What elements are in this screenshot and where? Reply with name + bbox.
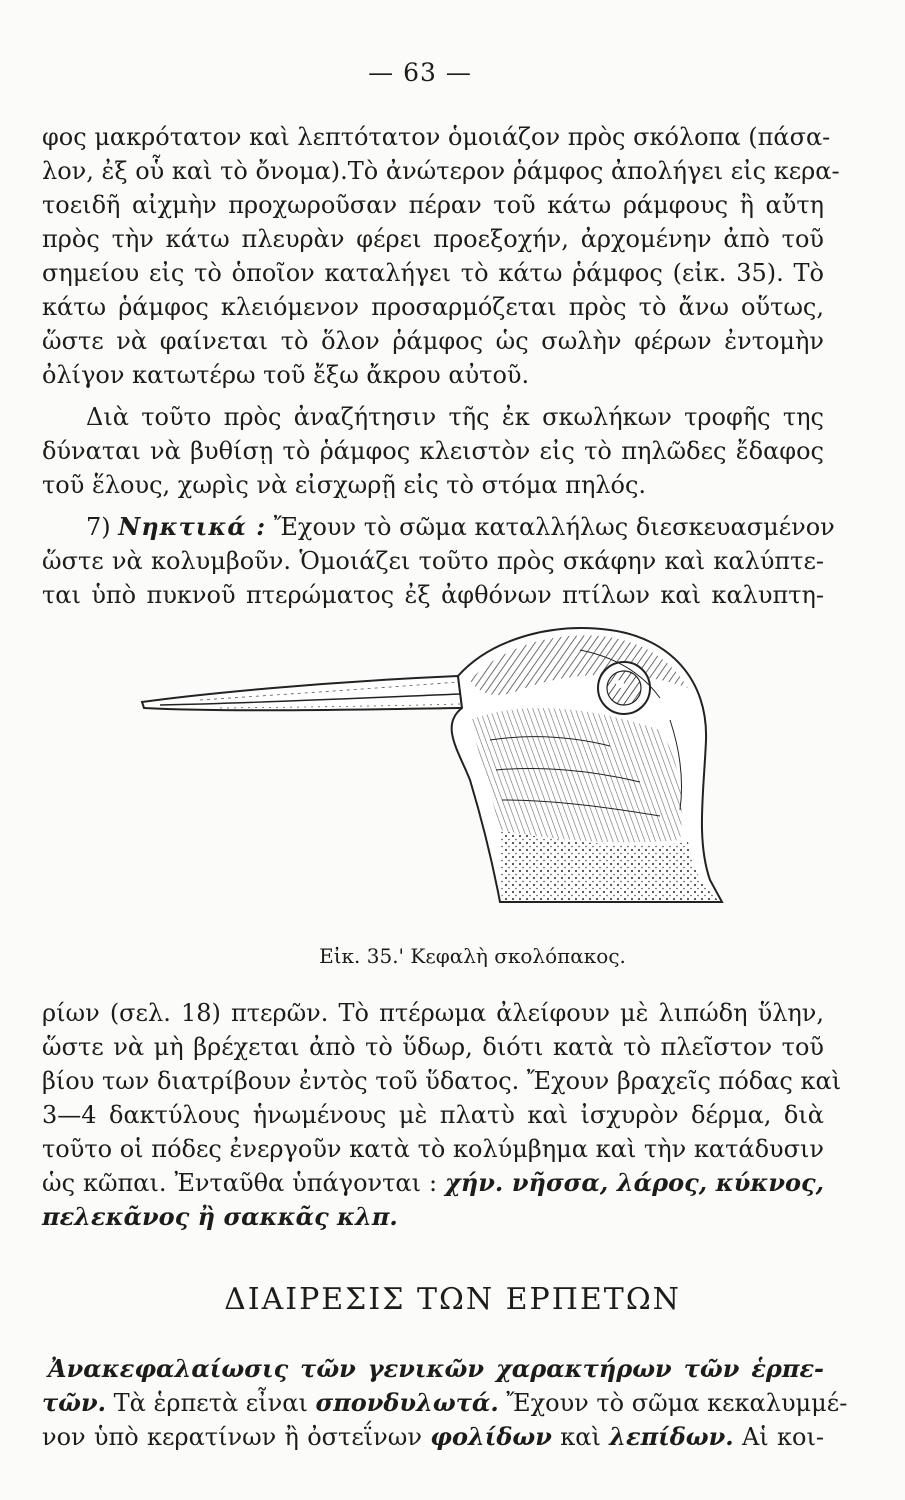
text-line: ται ὑπὸ πυκνοῦ πτερώματος ἐξ ἀφθόνων πτίλων καὶ καλυπτη- xyxy=(42,581,824,609)
text-line: δύναται νὰ βυθίσῃ τὸ ῥάμφος κλειστὸν εἰς τὸ πηλῶδες ἔδαφος xyxy=(42,437,824,465)
text-line: τοειδῆ αἰχμὴν προχωροῦσαν πέραν τοῦ κάτω ράμφους ἢ αὔτη xyxy=(42,191,824,219)
summary-text: νον ὑπὸ κερατίνων ἢ ὀστεΐνων xyxy=(42,1423,422,1451)
text-line: ὥστε νὰ κολυμβοῦν. Ὁμοιάζει τοῦτο πρὸς σκάφην καὶ καλύπτε- xyxy=(42,547,824,575)
text-line: ρίων (σελ. 18) πτερῶν. Τὸ πτέρωμα ἀλείφουν μὲ λιπώδη ὕλην, xyxy=(42,999,824,1027)
text-line: σημείου εἰς τὸ ὁποῖον καταλήγει τὸ κάτω ῥάμφος (εἰκ. 35). Τὸ xyxy=(42,259,824,287)
examples-list-continued: πελεκᾶνος ἢ σακκᾶς κλπ. xyxy=(42,1202,398,1231)
text-line: πρὸς τὴν κάτω πλευρὰν φέρει προεξοχήν, ἀρχομένην ἀπὸ τοῦ xyxy=(42,225,824,253)
summary-title: Ἀνακεφαλαίωσις τῶν γενικῶν χαρακτήρων τῶν ἑρπε- xyxy=(48,1354,824,1383)
woodcock-head-illustration xyxy=(140,610,740,940)
text-line: λον, ἐξ οὗ καὶ τὸ ὄνομα).Τὸ ἀνώτερον ῥάμφος ἀπολήγει εἰς κερα- xyxy=(42,157,840,185)
text-line: ὀλίγον κατωτέρω τοῦ ἔξω ἄκρου αὐτοῦ. xyxy=(42,361,530,389)
section-7-text: Ἔχουν τὸ σῶμα καταλλήλως διεσκευασμένον xyxy=(273,513,835,541)
text-line: Διὰ τοῦτο πρὸς ἀναζήτησιν τῆς ἐκ σκωλήκων τροφῆς της xyxy=(86,403,824,431)
text-line: τοῦ ἕλους, χωρὶς νὰ εἰσχωρῇ εἰς τὸ στόμα πηλός. xyxy=(42,471,647,499)
summary-line xyxy=(42,1420,824,1454)
section-term: Νηκτικά : xyxy=(118,512,267,541)
summary-text: Αἱ κοι- xyxy=(741,1423,824,1451)
text-line: 3—4 δακτύλους ἡνωμένους μὲ πλατὺ καὶ ἰσχυρὸν δέρμα, διὰ xyxy=(42,1101,824,1129)
text-line: κάτω ῥάμφος κλειόμενον προσαρμόζεται πρὸς τὸ ἄνω οὕτως, xyxy=(42,293,824,321)
section-heading: ΔΙΑΙΡΕΣΙΣ ΤΩΝ ΕΡΠΕΤΩΝ xyxy=(224,1282,681,1317)
text-line: τοῦτο οἱ πόδες ἐνεργοῦν κατὰ τὸ κολύμβημα καὶ τὴν κατάδυσιν xyxy=(42,1135,824,1163)
summary-line xyxy=(42,1386,848,1420)
section-7-first-line xyxy=(86,510,835,544)
summary-text: καὶ xyxy=(560,1423,601,1451)
summary-title-end: τῶν. xyxy=(42,1388,107,1417)
examples-list: χήν. νῆσσα, λάρος, κύκνος, xyxy=(444,1168,824,1197)
text-line-with-examples xyxy=(42,1166,824,1200)
text-line: βίου των διατρίβουν ἐντὸς τοῦ ὕδατος. Ἔχουν βραχεῖς πόδας καὶ xyxy=(42,1067,842,1095)
text-line: ὥστε νὰ φαίνεται τὸ ὅλον ῥάμφος ὡς σωλὴν φέρων ἐντομὴν xyxy=(42,327,824,355)
text-line: φος μακρότατον καὶ λεπτότατον ὁμοιάζον πρὸς σκόλοπα (πάσα- xyxy=(42,123,831,151)
text-line-start: ὡς κῶπαι. Ἐνταῦθα ὑπάγονται : xyxy=(42,1169,438,1197)
section-number: 7) xyxy=(86,513,111,541)
figure-caption: Εἰκ. 35.' Κεφαλὴ σκολόπακος. xyxy=(319,944,626,968)
summary-term: φολίδων xyxy=(430,1422,552,1451)
summary-term: σπονδυλωτά. xyxy=(315,1388,499,1417)
page-number: — 63 — xyxy=(368,58,472,87)
text-line: ὥστε νὰ μὴ βρέχεται ἀπὸ τὸ ὕδωρ, διότι κατὰ τὸ πλεῖστον τοῦ xyxy=(42,1033,824,1061)
summary-term: λεπίδων. xyxy=(609,1422,734,1451)
summary-text: Ἔχουν τὸ σῶμα κεκαλυμμέ- xyxy=(506,1389,848,1417)
summary-text: Τὰ ἑρπετὰ εἶναι xyxy=(113,1389,308,1417)
